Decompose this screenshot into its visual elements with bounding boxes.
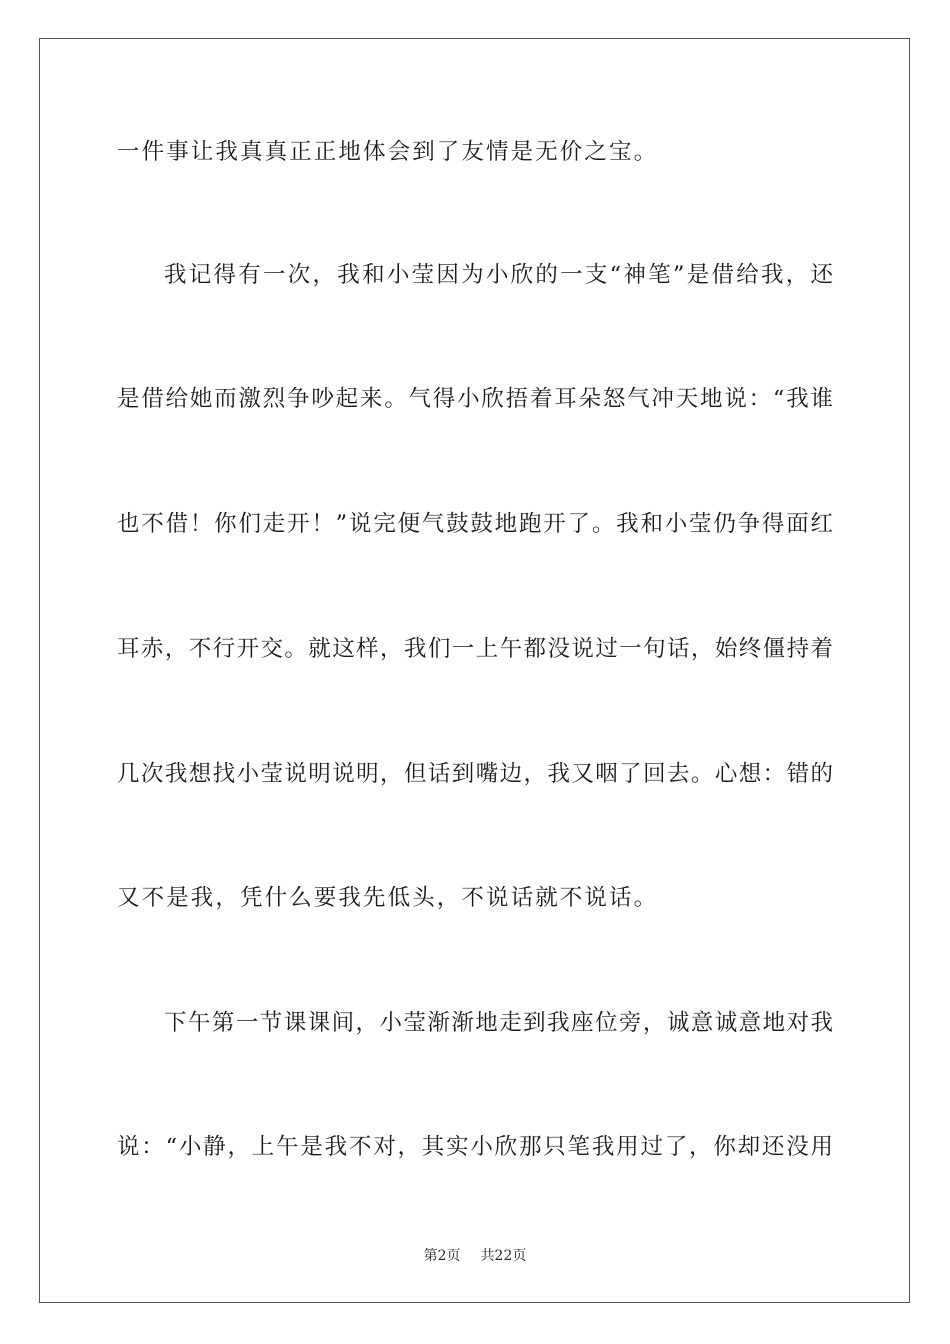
page-border: [39, 38, 910, 1303]
paragraph-line-3: 是借给她而激烈争吵起来。气得小欣捂着耳朵怒气冲天地说：“我谁: [117, 386, 833, 412]
paragraph-line-7: 又不是我，凭什么要我先低头，不说话就不说话。: [117, 885, 659, 911]
paragraph-line-9: 说：“小静，上午是我不对，其实小欣那只笔我用过了，你却还没用: [117, 1134, 833, 1160]
page-footer: [0, 1247, 950, 1265]
paragraph-line-6: 几次我想找小莹说明说明，但话到嘴边，我又咽了回去。心想：错的: [117, 761, 833, 787]
page-number: 第2页: [423, 1248, 461, 1264]
page-total: 共22页: [480, 1248, 527, 1264]
paragraph-line-1: 一件事让我真真正正地体会到了友情是无价之宝。: [117, 139, 659, 165]
paragraph-line-4: 也不借！你们走开！”说完便气鼓鼓地跑开了。我和小莹仍争得面红: [117, 511, 833, 537]
paragraph-line-8: 下午第一节课课间，小莹渐渐地走到我座位旁，诚意诚意地对我: [164, 1010, 833, 1036]
paragraph-line-5: 耳赤，不行开交。就这样，我们一上午都没说过一句话，始终僵持着: [117, 636, 833, 662]
paragraph-line-2: 我记得有一次，我和小莹因为小欣的一支“神笔”是借给我，还: [164, 262, 833, 288]
